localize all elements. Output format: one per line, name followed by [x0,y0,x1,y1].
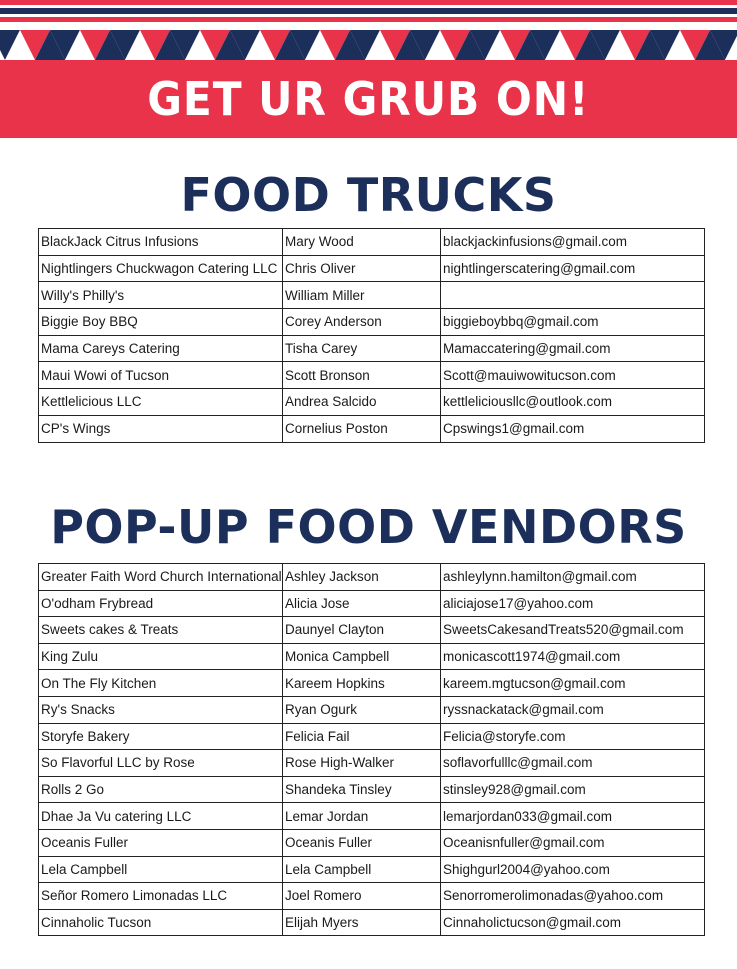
contact-name-cell: Oceanis Fuller [283,829,441,856]
table-row [39,255,705,282]
table-row [39,335,705,362]
popup-vendors-table [38,563,705,936]
contact-name-cell: Scott Bronson [283,362,441,389]
business-name-cell: Maui Wowi of Tucson [39,362,283,389]
contact-name-cell: Chris Oliver [283,255,441,282]
email-cell: lemarjordan033@gmail.com [441,803,705,830]
table-row [39,415,705,442]
contact-name-cell: Elijah Myers [283,909,441,936]
contact-name-cell: William Miller [283,282,441,309]
email-cell: aliciajose17@yahoo.com [441,590,705,617]
business-name-cell: Ry's Snacks [39,696,283,723]
email-cell: ryssnackatack@gmail.com [441,696,705,723]
contact-name-cell: Mary Wood [283,229,441,256]
email-cell: Cpswings1@gmail.com [441,415,705,442]
contact-name-cell: Ashley Jackson [283,564,441,591]
table-row [39,643,705,670]
table-row [39,856,705,883]
business-name-cell: O'odham Frybread [39,590,283,617]
business-name-cell: King Zulu [39,643,283,670]
table-row [39,723,705,750]
contact-name-cell: Cornelius Poston [283,415,441,442]
contact-name-cell: Monica Campbell [283,643,441,670]
email-cell [441,282,705,309]
contact-name-cell: Ryan Ogurk [283,696,441,723]
contact-name-cell: Corey Anderson [283,309,441,336]
table-row [39,909,705,936]
business-name-cell: Rolls 2 Go [39,776,283,803]
contact-name-cell: Tisha Carey [283,335,441,362]
contact-name-cell: Andrea Salcido [283,389,441,416]
contact-name-cell: Lela Campbell [283,856,441,883]
triangle-pattern [0,30,737,60]
contact-name-cell: Lemar Jordan [283,803,441,830]
email-cell: stinsley928@gmail.com [441,776,705,803]
email-cell: kareem.mgtucson@gmail.com [441,670,705,697]
email-cell: SweetsCakesandTreats520@gmail.com [441,617,705,644]
table-row [39,750,705,777]
email-cell: Mamaccatering@gmail.com [441,335,705,362]
business-name-cell: Dhae Ja Vu catering LLC [39,803,283,830]
business-name-cell: Lela Campbell [39,856,283,883]
email-cell: Shighgurl2004@yahoo.com [441,856,705,883]
business-name-cell: Willy's Philly's [39,282,283,309]
contact-name-cell: Alicia Jose [283,590,441,617]
table-row [39,590,705,617]
business-name-cell: Greater Faith Word Church International [39,564,283,591]
header-banner [0,0,737,138]
page-title: GET UR GRUB ON! [147,72,590,126]
email-cell: Oceanisnfuller@gmail.com [441,829,705,856]
business-name-cell: BlackJack Citrus Infusions [39,229,283,256]
business-name-cell: CP's Wings [39,415,283,442]
table-row [39,309,705,336]
business-name-cell: Nightlingers Chuckwagon Catering LLC [39,255,283,282]
email-cell: Scott@mauiwowitucson.com [441,362,705,389]
email-cell: soflavorfulllc@gmail.com [441,750,705,777]
popup-vendors-heading: POP-UP FOOD VENDORS [50,500,687,554]
contact-name-cell: Felicia Fail [283,723,441,750]
contact-name-cell: Kareem Hopkins [283,670,441,697]
email-cell: biggieboybbq@gmail.com [441,309,705,336]
table-row [39,670,705,697]
contact-name-cell: Rose High-Walker [283,750,441,777]
table-row [39,564,705,591]
email-cell: blackjackinfusions@gmail.com [441,229,705,256]
email-cell: kettleliciousllc@outlook.com [441,389,705,416]
email-cell: nightlingerscatering@gmail.com [441,255,705,282]
business-name-cell: On The Fly Kitchen [39,670,283,697]
business-name-cell: Oceanis Fuller [39,829,283,856]
table-row [39,803,705,830]
business-name-cell: Storyfe Bakery [39,723,283,750]
table-row [39,776,705,803]
table-row [39,229,705,256]
email-cell: Felicia@storyfe.com [441,723,705,750]
table-row [39,362,705,389]
business-name-cell: So Flavorful LLC by Rose [39,750,283,777]
business-name-cell: Señor Romero Limonadas LLC [39,883,283,910]
table-row [39,282,705,309]
food-trucks-table [38,228,705,443]
table-row [39,883,705,910]
food-trucks-heading: FOOD TRUCKS [180,168,557,222]
business-name-cell: Kettlelicious LLC [39,389,283,416]
stripe-pattern [0,0,737,30]
title-band [0,60,737,138]
contact-name-cell: Joel Romero [283,883,441,910]
table-row [39,829,705,856]
contact-name-cell: Shandeka Tinsley [283,776,441,803]
table-row [39,696,705,723]
business-name-cell: Cinnaholic Tucson [39,909,283,936]
contact-name-cell: Daunyel Clayton [283,617,441,644]
business-name-cell: Biggie Boy BBQ [39,309,283,336]
table-row [39,617,705,644]
table-row [39,389,705,416]
email-cell: monicascott1974@gmail.com [441,643,705,670]
business-name-cell: Sweets cakes & Treats [39,617,283,644]
email-cell: ashleylynn.hamilton@gmail.com [441,564,705,591]
email-cell: Senorromerolimonadas@yahoo.com [441,883,705,910]
business-name-cell: Mama Careys Catering [39,335,283,362]
email-cell: Cinnaholictucson@gmail.com [441,909,705,936]
